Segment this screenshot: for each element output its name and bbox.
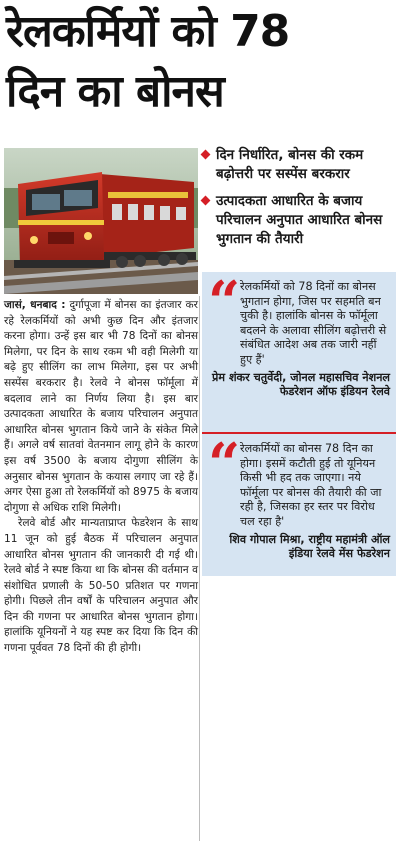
headline [6, 2, 396, 122]
article-paragraph-text: दुर्गापूजा में बोनस का इंतजार कर रहे रेलकर्मियों को अभी कुछ दिन और इंतजार करना होगा। उन्हें इस बार भी 78 दिनों का बोनस मिलेगा, पर दिन के साथ रकम भी वही मिलेगी या बढ़े हुए सीलिंग का लाभ मिलेगा, इस पर अभी सस्पेंस बरकरार है। रेलवे ने बोनस फॉर्मूला में बदलाव लाने का निर्णय लिया है। इस बार उत्पादकता आधारित के बजाय परिचालन अनुपात आधारित बोनस भुगतान किये जाने के संकेत मिले हैं। अगले वर्ष सातवां वेतनमान लागू होने के कारण इस वर्ष 3500 के बजाय दोगुणा सीलिंग के अनुसार बोनस भुगतान के कयास लगाए जा रहे हैं। अगर ऐसा हुआ तो रेलकर्मियों को 8975 के बजाय दोगुणा से अधिक राशि मिलेगी। [4, 299, 198, 514]
highlights [202, 146, 396, 257]
highlight-text: उत्पादकता आधारित के बजाय परिचालन अनुपात आधारित बोनस भुगतान की तैयारी [216, 193, 383, 247]
quote-text: रेलकर्मियों को 78 दिनों का बोनस भुगतान होगा, जिस पर सहमति बन चुकी है। हालांकि बोनस के फॉर्मूला बदलने के अलावा सीलिंग बढ़ोत्तरी से संबंधित आदेश अब तक जारी नहीं हुए हैं' [240, 280, 387, 366]
quote-box [202, 432, 396, 576]
headline-line-1: रेलकर्मियों को 78 [6, 6, 290, 57]
red-diamond-bullet-icon [201, 150, 211, 160]
highlight-item [202, 146, 396, 184]
highlight-item [202, 192, 396, 249]
dateline: जासं, धनबाद : [4, 299, 66, 311]
article-paragraph [4, 298, 198, 516]
headline-line-2: दिन का बोनस [6, 66, 224, 117]
quote-box [202, 269, 396, 432]
quote-attribution: प्रेम शंकर चतुर्वेदी, जोनल महासचिव नेशनल फेडरेशन ऑफ इंडियन रेलवे [212, 370, 391, 399]
article-paragraph: रेलवे बोर्ड और मान्यताप्राप्त फेडरेशन के साथ 11 जून को हुई बैठक में परिचालन अनुपात आधारित बोनस भुगतान की जानकारी दी गई थी। रेलवे बोर्ड ने स्पष्ट किया था कि बोनस की वर्तमान व संशोधित प्रणाली के 50-50 प्रतिशत पर गणना होगी। पिछले तीन वर्षों के परिचालन अनुपात और दिन की गणना पर आधारित बोनस भुगतान होगा। हालांकि यूनियनों ने यह स्पष्ट कर दिया कि दिन की गणना पूर्ववत 78 दिनों की ही होगी। [4, 517, 198, 655]
highlight-text: दिन निर्धारित, बोनस की रकम बढ़ोत्तरी पर सस्पेंस बरकरार [216, 147, 364, 182]
quote-text: रेलकर्मियों का बोनस 78 दिन का होगा। इसमें कटौती हुई तो यूनियन किसी भी हद तक जाएगा। नये फॉर्मूला पर बोनस की तैयारी की जा रही है, जिसका हर स्तर पर विरोध चल रहा है' [240, 442, 382, 528]
red-diamond-bullet-icon [201, 196, 211, 206]
column-divider [199, 296, 200, 841]
quote-mark-icon: “ [208, 269, 241, 335]
quote-mark-icon: “ [208, 431, 241, 497]
quote-attribution: शिव गोपाल मिश्रा, राष्ट्रीय महामंत्री ऑल इंडिया रेलवे मेंस फेडरेशन [229, 532, 390, 561]
article-body [4, 298, 198, 657]
locomotive-photo [4, 148, 198, 294]
